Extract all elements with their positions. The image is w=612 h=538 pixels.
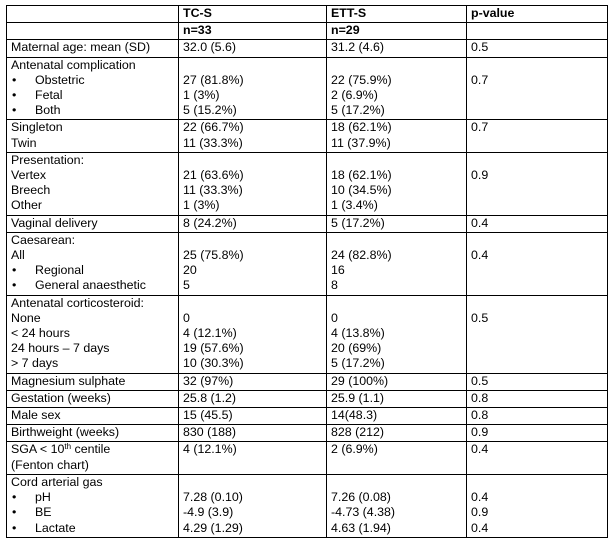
- cell-value: 1 (3.4%): [331, 198, 378, 213]
- row-label-cell: [7, 408, 179, 425]
- cell-value: 8 (24.2%): [183, 215, 237, 230]
- cell-value: 4 (13.8%): [331, 326, 385, 341]
- row-label-text: SGA < 10: [11, 442, 65, 457]
- cell-value: [471, 475, 604, 490]
- subheader-ett-s-n: n=29: [327, 23, 467, 40]
- row-label: Maternal age: mean (SD): [11, 40, 151, 55]
- row-label: Vertex: [11, 168, 47, 183]
- row-label: Twin: [11, 135, 37, 150]
- cell-value: 7.28 (0.10): [183, 490, 243, 505]
- table-body: [7, 40, 608, 537]
- bullet-item: • Regional: [11, 263, 175, 278]
- p-value-cell: [467, 57, 608, 120]
- tc-s-value-cell: [179, 373, 327, 390]
- p-value-cell: [467, 152, 608, 215]
- cell-value: 2 (6.9%): [331, 442, 378, 457]
- row-label-cell: [7, 215, 179, 232]
- header-p-value: p-value: [467, 6, 608, 23]
- ett-s-value-cell: [327, 40, 467, 57]
- cell-value: 0.5: [471, 40, 489, 55]
- bullet-item: • Obstetric: [11, 73, 175, 88]
- cell-value: 18 (62.1%): [331, 120, 392, 135]
- row-label: 24 hours – 7 days: [11, 341, 110, 356]
- cell-value: 0.4: [471, 248, 489, 263]
- table-row: [7, 425, 608, 442]
- tc-s-value-cell: [179, 57, 327, 120]
- cell-value: 830 (188): [183, 425, 237, 440]
- row-label: Magnesium sulphate: [11, 373, 126, 388]
- row-label: < 24 hours: [11, 326, 70, 341]
- cell-value: 19 (57.6%): [183, 341, 244, 356]
- row-label: Breech: [11, 183, 51, 198]
- row-label-cell: [7, 152, 179, 215]
- p-value-cell: [467, 474, 608, 537]
- tc-s-value-cell: [179, 425, 327, 442]
- tc-s-value-cell: [179, 295, 327, 373]
- cell-value: 2 (6.9%): [331, 88, 378, 103]
- tc-s-value-cell: [179, 408, 327, 425]
- cell-value: 7.26 (0.08): [331, 490, 391, 505]
- cell-value: 5: [183, 278, 190, 293]
- cell-value: 0.4: [471, 215, 489, 230]
- ett-s-value-cell: [327, 442, 467, 474]
- ett-s-value-cell: [327, 232, 467, 295]
- row-label: [11, 442, 175, 457]
- cell-value: [331, 475, 463, 490]
- tc-s-value-cell: [179, 390, 327, 407]
- cell-value: 20 (69%): [331, 341, 382, 356]
- cell-value: 31.2 (4.6): [331, 40, 385, 55]
- cell-value: [183, 296, 323, 311]
- ett-s-value-cell: [327, 215, 467, 232]
- cell-value: 1 (3%): [183, 88, 220, 103]
- cell-value: 16: [331, 263, 345, 278]
- ett-s-value-cell: [327, 120, 467, 152]
- table-row: [7, 474, 608, 537]
- cell-value: 5 (15.2%): [183, 103, 237, 118]
- cell-value: 1 (3%): [183, 198, 220, 213]
- row-label-cell: [7, 57, 179, 120]
- cell-value: 0.9: [471, 425, 489, 440]
- p-value-cell: [467, 40, 608, 57]
- table-row: [7, 390, 608, 407]
- bullet-item: • Fetal: [11, 88, 175, 103]
- cell-value: 0.7: [471, 72, 489, 87]
- cell-value: 5 (17.2%): [331, 215, 385, 230]
- row-label: Birthweight (weeks): [11, 425, 120, 440]
- cell-value: 25 (75.8%): [183, 248, 244, 263]
- cell-value: [471, 58, 604, 73]
- table-row: [7, 215, 608, 232]
- row-label: > 7 days: [11, 356, 59, 371]
- row-label: Cord arterial gas: [11, 474, 103, 489]
- cell-value: 15 (45.5): [183, 408, 233, 423]
- table-row: [7, 40, 608, 57]
- p-value-cell: [467, 425, 608, 442]
- row-label-cell: [7, 120, 179, 152]
- tc-s-value-cell: [179, 232, 327, 295]
- p-value-cell: [467, 232, 608, 295]
- cell-value: -4.9 (3.9): [183, 505, 234, 520]
- subheader-p-value: [467, 23, 608, 40]
- cell-value: 0.4: [471, 520, 489, 535]
- subheader-label-cell: [7, 23, 179, 40]
- subheader-tc-s-n: n=33: [179, 23, 327, 40]
- cell-value: 11 (33.3%): [183, 135, 243, 150]
- cell-value: 29 (100%): [331, 373, 389, 388]
- ett-s-value-cell: [327, 408, 467, 425]
- header-label-cell: [7, 6, 179, 23]
- row-label: Singleton: [11, 120, 63, 135]
- cell-value: 0: [331, 310, 338, 325]
- row-label: Caesarean:: [11, 232, 76, 247]
- cell-value: 0.7: [471, 120, 489, 135]
- cell-value: 4.63 (1.94): [331, 520, 391, 535]
- cell-value: 0.9: [471, 505, 489, 520]
- table-subheader-row: [7, 23, 608, 40]
- cell-value: 11 (37.9%): [331, 135, 391, 150]
- ett-s-value-cell: [327, 425, 467, 442]
- table-row: [7, 152, 608, 215]
- tc-s-value-cell: [179, 474, 327, 537]
- row-label: Antenatal complication: [11, 57, 136, 72]
- cell-value: 828 (212): [331, 425, 385, 440]
- cell-value: 0.9: [471, 168, 489, 183]
- row-label-cell: [7, 390, 179, 407]
- cell-value: 4.29 (1.29): [183, 520, 243, 535]
- ett-s-value-cell: [327, 373, 467, 390]
- header-tc-s: TC-S: [179, 6, 327, 23]
- cell-value: [331, 58, 463, 73]
- row-label-cell: [7, 474, 179, 537]
- cell-value: 22 (66.7%): [183, 120, 244, 135]
- tc-s-value-cell: [179, 152, 327, 215]
- ett-s-value-cell: [327, 390, 467, 407]
- p-value-cell: [467, 120, 608, 152]
- row-label: Gestation (weeks): [11, 390, 111, 405]
- cell-value: [331, 233, 463, 248]
- table-row: [7, 295, 608, 373]
- superscript: th: [64, 442, 72, 452]
- p-value-cell: [467, 390, 608, 407]
- cell-value: 10 (30.3%): [183, 356, 244, 371]
- row-label: (Fenton chart): [11, 457, 89, 472]
- bullet-item: • BE: [11, 505, 175, 520]
- row-label: Other: [11, 198, 42, 213]
- table-row: [7, 232, 608, 295]
- table-row: [7, 373, 608, 390]
- cell-value: 14(48.3): [331, 408, 378, 423]
- tc-s-value-cell: [179, 40, 327, 57]
- p-value-cell: [467, 215, 608, 232]
- p-value-cell: [467, 295, 608, 373]
- table-row: [7, 120, 608, 152]
- cell-value: 0.4: [471, 442, 489, 457]
- cell-value: [183, 153, 323, 168]
- cell-value: 20: [183, 263, 197, 278]
- cell-value: [183, 58, 323, 73]
- ett-s-value-cell: [327, 57, 467, 120]
- cell-value: 0.5: [471, 310, 489, 325]
- header-ett-s: ETT-S: [327, 6, 467, 23]
- cell-value: 11 (33.3%): [183, 183, 243, 198]
- cell-value: 0.8: [471, 408, 489, 423]
- cell-value: 0.8: [471, 390, 489, 405]
- cell-value: 21 (63.6%): [183, 168, 244, 183]
- cell-value: 4 (12.1%): [183, 442, 237, 457]
- cell-value: 0.5: [471, 373, 489, 388]
- row-label: Male sex: [11, 408, 61, 423]
- cell-value: 32 (97%): [183, 373, 234, 388]
- row-label: All: [11, 248, 25, 263]
- p-value-cell: [467, 373, 608, 390]
- bullet-item: • Both: [11, 103, 175, 118]
- p-value-cell: [467, 442, 608, 474]
- cell-value: 24 (82.8%): [331, 248, 392, 263]
- cell-value: 18 (62.1%): [331, 168, 392, 183]
- cell-value: [331, 153, 463, 168]
- cell-value: -4.73 (4.38): [331, 505, 396, 520]
- cell-value: 5 (17.2%): [331, 356, 385, 371]
- row-label: Presentation:: [11, 152, 85, 167]
- ett-s-value-cell: [327, 152, 467, 215]
- cell-value: 8: [331, 278, 338, 293]
- cell-value: [471, 233, 604, 248]
- table-header-row: [7, 6, 608, 23]
- cell-value: [331, 296, 463, 311]
- cell-value: [183, 475, 323, 490]
- cell-value: 27 (81.8%): [183, 72, 244, 87]
- table-row: [7, 408, 608, 425]
- bullet-item: • Lactate: [11, 521, 175, 536]
- cell-value: [471, 153, 604, 168]
- tc-s-value-cell: [179, 442, 327, 474]
- ett-s-value-cell: [327, 474, 467, 537]
- p-value-cell: [467, 408, 608, 425]
- tc-s-value-cell: [179, 215, 327, 232]
- table-row: [7, 57, 608, 120]
- row-label-cell: [7, 442, 179, 474]
- cell-value: 5 (17.2%): [331, 103, 385, 118]
- cell-value: [183, 233, 323, 248]
- row-label-cell: [7, 373, 179, 390]
- characteristics-table: [6, 5, 608, 538]
- cell-value: 10 (34.5%): [331, 183, 392, 198]
- table-row: [7, 442, 608, 474]
- bullet-item: • General anaesthetic: [11, 278, 175, 293]
- cell-value: 32.0 (5.6): [183, 40, 237, 55]
- bullet-item: • pH: [11, 490, 175, 505]
- ett-s-value-cell: [327, 295, 467, 373]
- row-label-cell: [7, 232, 179, 295]
- cell-value: 25.8 (1.2): [183, 390, 237, 405]
- row-label: Antenatal corticosteroid:: [11, 295, 144, 310]
- tc-s-value-cell: [179, 120, 327, 152]
- row-label-cell: [7, 295, 179, 373]
- row-label: Vaginal delivery: [11, 215, 98, 230]
- cell-value: 0.4: [471, 490, 489, 505]
- row-label-suffix: centile: [71, 442, 111, 457]
- cell-value: 0: [183, 310, 190, 325]
- cell-value: 4 (12.1%): [183, 326, 237, 341]
- cell-value: [471, 296, 604, 311]
- row-label-cell: [7, 40, 179, 57]
- cell-value: 25.9 (1.1): [331, 390, 385, 405]
- cell-value: 22 (75.9%): [331, 72, 392, 87]
- row-label-cell: [7, 425, 179, 442]
- row-label: None: [11, 310, 41, 325]
